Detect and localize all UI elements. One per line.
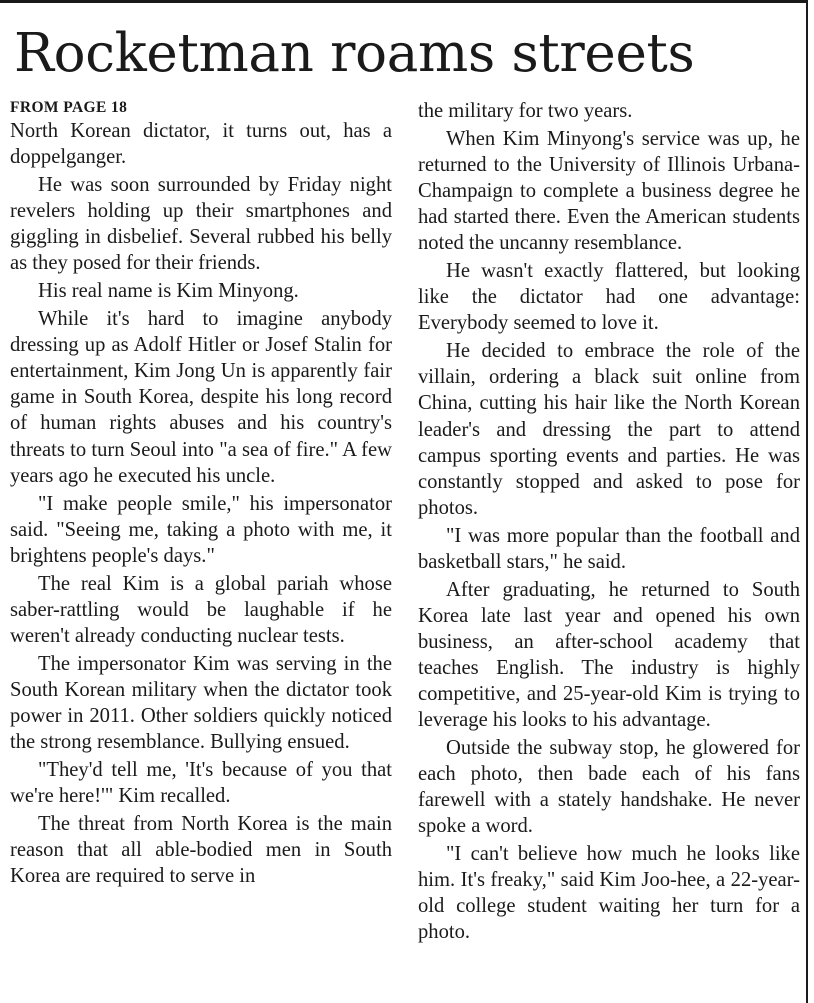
paragraph: "I make people smile," his impersonator said. "Seeing me, taking a photo with me, it brightens people's days." [10, 492, 392, 567]
paragraph: He was soon surrounded by Friday night revelers holding up their smartphones and giggling in disbelief. Several rubbed his belly as they posed for their friends. [10, 173, 392, 275]
paragraph: the military for two years. [418, 100, 633, 122]
paragraph: "I can't believe how much he looks like him. It's freaky," said Kim Joo-hee, a 22-year-old college student waiting her turn for a photo. [418, 843, 800, 944]
left-column [10, 98, 392, 891]
paragraph: The impersonator Kim was serving in the South Korean military when the dictator took power in 2011. Other soldiers quickly noticed the strong resemblance. Bullying ensued. [10, 652, 392, 753]
paragraph: Outside the subway stop, he glowered for each photo, then bade each of his fans farewell with a stately handshake. He never spoke a word. [418, 737, 800, 838]
paragraph: "They'd tell me, 'It's because of you that we're here!'" Kim recalled. [10, 758, 392, 807]
paragraph: His real name is Kim Minyong. [38, 280, 299, 303]
paragraph: "I was more popular than the football and basketball stars," he said. [418, 524, 800, 573]
jump-label: FROM PAGE 18 [10, 99, 128, 116]
paragraph: After graduating, he returned to South Korea late last year and opened his own business, an after-school academy that teaches English. The industry is highly competitive, and 25-year-old Kim is trying to leverage his looks to his advantage. [418, 578, 800, 732]
paragraph: When Kim Minyong's service was up, he returned to the University of Illinois Urbana-Champaign to complete a business degree he had started there. Even the American students noted the uncanny resemblance. [418, 127, 800, 255]
paragraph: He wasn't exactly flattered, but looking like the dictator had one advantage: Everybody seemed to love it. [418, 260, 800, 335]
headline: Rocketman roams streets [14, 23, 695, 84]
paragraph: North Korean dictator, it turns out, has a doppelganger. [10, 120, 392, 169]
column-rule [806, 0, 808, 1003]
paragraph: The real Kim is a global pariah whose saber-rattling would be laughable if he weren't already conducting nuclear tests. [10, 572, 392, 647]
paragraph: While it's hard to imagine anybody dressing up as Adolf Hitler or Josef Stalin for entertainment, Kim Jong Un is apparently fair game in South Korea, despite his long record of human rights abuses and his country's threats to turn Seoul into "a sea of fire." A few years ago he executed his uncle. [10, 308, 392, 487]
paragraph: He decided to embrace the role of the villain, ordering a black suit online from China, cutting his hair like the North Korean leader's and dressing the part to attend campus sporting events and parties. He was constantly stopped and asked to pose for photos. [418, 340, 800, 519]
paragraph: The threat from North Korea is the main reason that all able-bodied men in South Korea are required to serve in [10, 812, 392, 887]
top-rule [0, 0, 806, 3]
right-column [418, 98, 800, 947]
